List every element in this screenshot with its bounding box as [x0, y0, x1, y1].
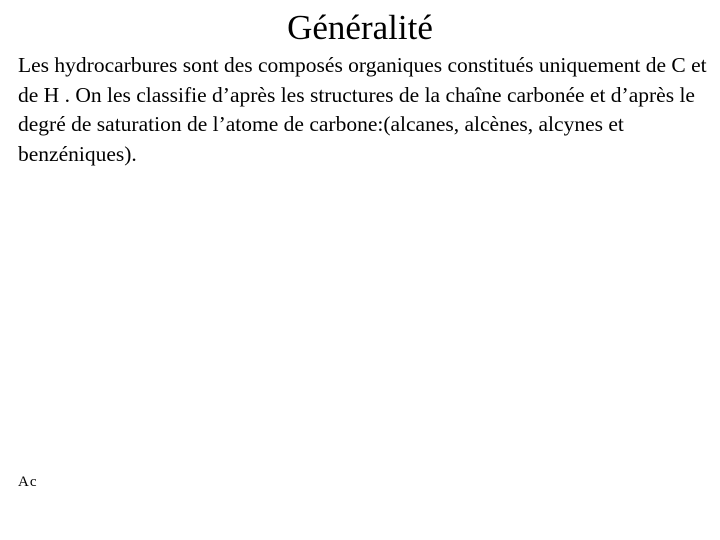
- slide-footer-text: Ac: [18, 474, 38, 490]
- slide-body-text: Les hydrocarbures sont des composés organiques constitués uniquement de C et de H . On les classifie d’après les structures de la chaîne carbonée et d’après le degré de saturation de l’atome de carbone:(alcanes, alcènes, alcynes et benzéniques).: [18, 53, 707, 166]
- slide-title: Généralité: [287, 8, 433, 47]
